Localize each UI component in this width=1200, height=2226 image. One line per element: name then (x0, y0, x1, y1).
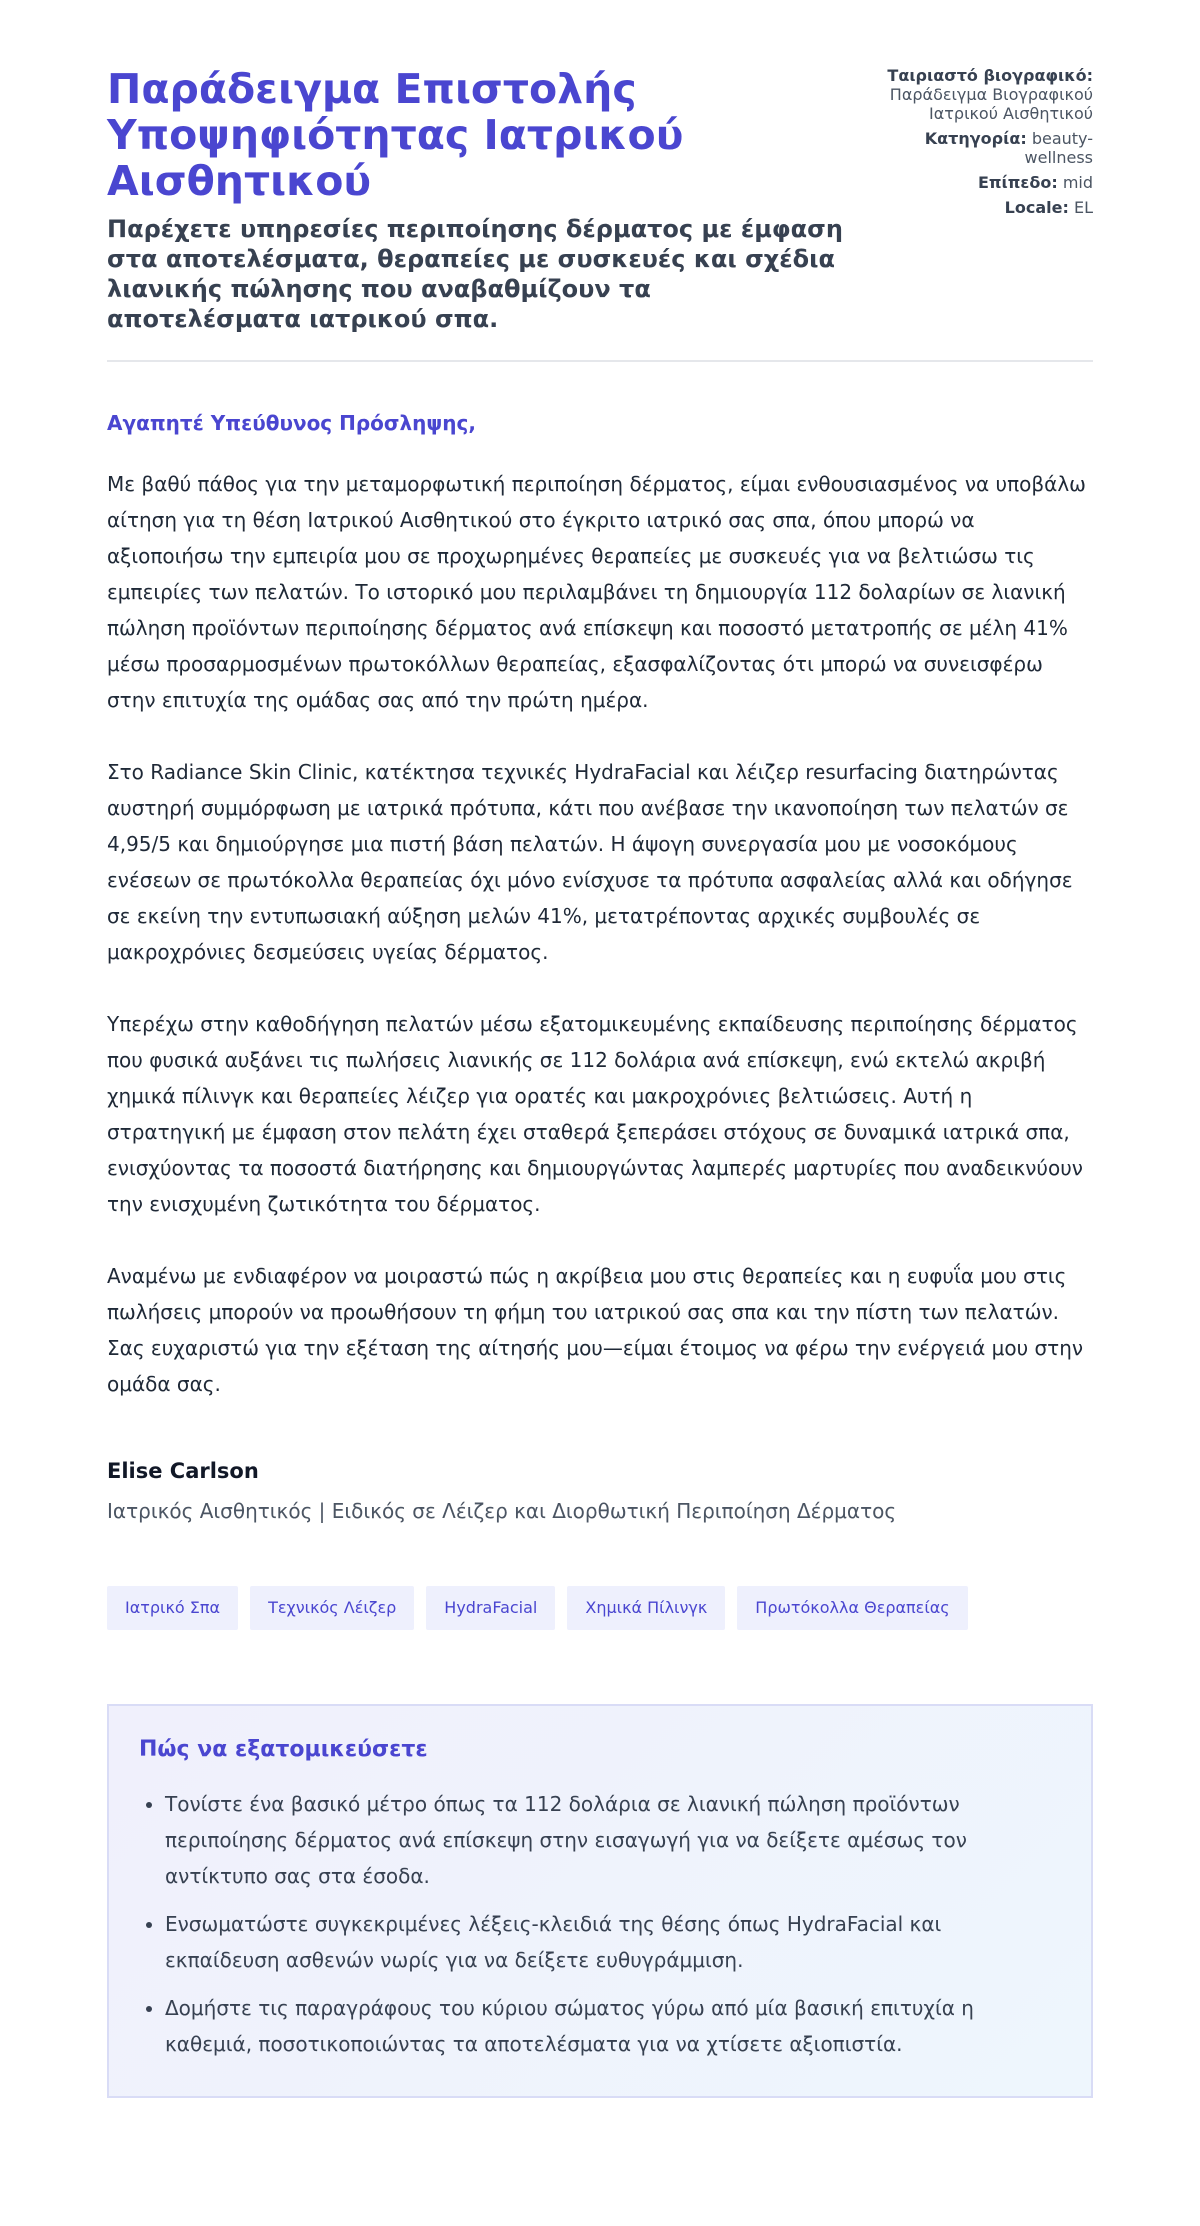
page-header (107, 66, 1093, 360)
letter-paragraphs (107, 466, 1093, 1402)
meta-locale (863, 198, 1093, 217)
skill-tag: Ιατρικό Σπα (107, 1586, 238, 1630)
letter-paragraph: Αναμένω με ενδιαφέρον να μοιραστώ πώς η ακρίβεια μου στις θεραπείες και η ευφυΐα μου στις πωλήσεις μπορούν να προωθήσουν τη φήμη του ιατρικού σας σπα και την πίστη των πελατών. Σας ευχαριστώ για την εξέταση της αίτησής μου—είμαι έτοιμος να φέρω την ενέργειά μου στην ομάδα σας. (107, 1264, 1084, 1396)
meta-category-value: beauty-wellness (1024, 129, 1093, 167)
meta-level-value: mid (1062, 173, 1093, 192)
header-divider (107, 360, 1093, 362)
letter-paragraph: Στο Radiance Skin Clinic, κατέκτησα τεχνικές HydraFacial και λέιζερ resurfacing διατηρώντας αυστηρή συμμόρφωση με ιατρικά πρότυπα, κάτι που ανέβασε την ικανοποίηση των πελατών σε 4,95/5 και δημιούργησε μια πιστή βάση πελατών. Η άψογη συνεργασία μου με νοσοκόμους ενέσεων σε πρωτόκολλα θεραπείας όχι μόνο ενίσχυσε τα πρότυπα ασφαλείας αλλά και οδήγησε σε εκείνη την εντυπωσιακή αύξηση μελών 41%, μετατρέποντας αρχικές συμβουλές σε μακροχρόνιες δεσμεύσεις υγείας δέρματος. (107, 760, 1073, 964)
meta-locale-value: EL (1073, 198, 1093, 217)
signature-title: Ιατρικός Αισθητικός | Ειδικός σε Λέιζερ και Διορθωτική Περιποίηση Δέρματος (107, 1499, 897, 1523)
skill-tags (107, 1586, 1093, 1630)
letter-body (107, 410, 1093, 1524)
tip-item: • Τονίστε ένα βασικό μέτρο όπως τα 112 δολάρια σε λιανική πώληση προϊόντων περιποίησης δέρματος ανά επίσκεψη στην εισαγωγή για να δείξετε αμέσως τον αντίκτυπο σας στα έσοδα. (165, 1786, 1061, 1894)
page-subtitle: Παρέχετε υπηρεσίες περιποίησης δέρματος με έμφαση στα αποτελέσματα, θεραπείες με συσκευές και σχέδια λιανικής πώλησης που αναβαθμίζουν τα αποτελέσματα ιατρικού σπα. (107, 215, 843, 333)
skill-tag: HydraFacial (426, 1586, 555, 1630)
letter-greeting: Αγαπητέ Υπεύθυνος Πρόσληψης, (107, 411, 476, 435)
page-title: Παράδειγμα Επιστολής Υποψηφιότητας Ιατρικού Αισθητικού (107, 65, 684, 205)
meta-level (863, 173, 1093, 192)
skill-tag: Χημικά Πίλινγκ (567, 1586, 725, 1630)
meta-level-label: Επίπεδο: (977, 173, 1058, 192)
tip-item: • Ενσωματώστε συγκεκριμένες λέξεις-κλειδιά της θέσης όπως HydraFacial και εκπαίδευση ασθενών νωρίς για να δείξετε ευθυγράμμιση. (165, 1906, 1061, 1978)
letter-paragraph: Υπερέχω στην καθοδήγηση πελατών μέσω εξατομικευμένης εκπαίδευσης περιποίησης δέρματος που φυσικά αυξάνει τις πωλήσεις λιανικής σε 112 δολάρια ανά επίσκεψη, ενώ εκτελώ ακριβή χημικά πίλινγκ και θεραπείες λέιζερ για ορατές και μακροχρόνιες βελτιώσεις. Αυτή η στρατηγική με έμφαση στον πελάτη έχει σταθερά ξεπεράσει στόχους σε δυναμικά ιατρικά σπα, ενισχύοντας τα ποσοστά διατήρησης και δημιουργώντας λαμπερές μαρτυρίες που αναδεικνύουν την ενισχυμένη ζωτικότητα του δέρματος. (107, 1012, 1083, 1216)
tip-item: • Δομήστε τις παραγράφους του κύριου σώματος γύρω από μία βασική επιτυχία η καθεμιά, ποσοτικοποιώντας τα αποτελέσματα για να χτίσετε αξιοπιστία. (165, 1990, 1061, 2062)
meta-resume (863, 66, 1093, 123)
skill-tag: Πρωτόκολλα Θεραπείας (737, 1586, 967, 1630)
customization-tips (107, 1704, 1093, 2098)
letter-paragraph: Με βαθύ πάθος για την μεταμορφωτική περιποίηση δέρματος, είμαι ενθουσιασμένος να υποβάλω αίτηση για τη θέση Ιατρικού Αισθητικού στο έγκριτο ιατρικό σας σπα, όπου μπορώ να αξιοποιήσω την εμπειρία μου σε προχωρημένες θεραπείες με συσκευές για να βελτιώσω τις εμπειρίες των πελατών. Το ιστορικό μου περιλαμβάνει τη δημιουργία 112 δολαρίων σε λιανική πώληση προϊόντων περιποίησης δέρματος ανά επίσκεψη και ποσοστό μετατροπής σε μέλη 41% μέσω προσαρμοσμένων πρωτοκόλλων θεραπείας, εξασφαλίζοντας ότι μπορώ να συνεισφέρω στην επιτυχία της ομάδας σας από την πρώτη ημέρα. (107, 472, 1086, 712)
tips-title: Πώς να εξατομικεύσετε (139, 1737, 428, 1762)
skill-tag: Τεχνικός Λέιζερ (250, 1586, 414, 1630)
meta-panel (863, 66, 1093, 223)
meta-resume-label: Ταιριαστό βιογραφικό: (887, 66, 1093, 85)
signature-name: Elise Carlson (107, 1459, 259, 1483)
meta-resume-value[interactable]: Παράδειγμα Βιογραφικού Ιατρικού Αισθητικού (889, 85, 1093, 123)
tips-list (139, 1786, 1061, 2062)
meta-category (863, 129, 1093, 167)
meta-category-label: Κατηγορία: (924, 129, 1027, 148)
meta-locale-label: Locale: (1004, 198, 1069, 217)
